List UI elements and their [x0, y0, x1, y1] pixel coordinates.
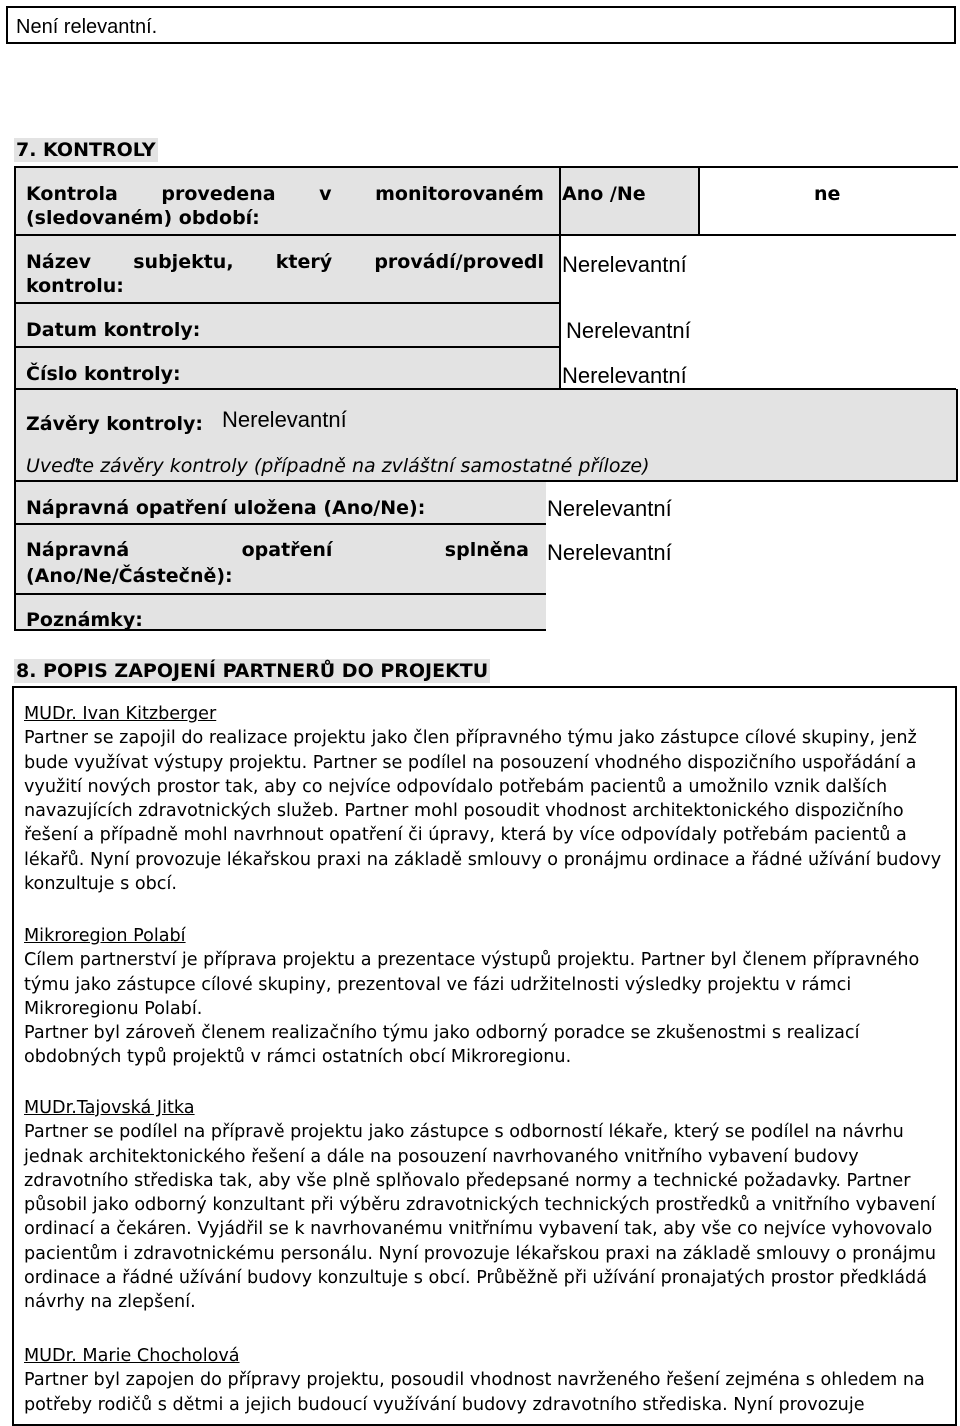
zavery-kontroly-value: Nerelevantní: [222, 407, 347, 432]
grid-line: [16, 234, 956, 236]
zavery-kontroly-label: Závěry kontroly:: [26, 413, 203, 435]
datum-kontroly-label: Datum kontroly:: [26, 319, 201, 341]
partner-name: MUDr. Ivan Kitzberger: [24, 704, 217, 724]
grid-line: [16, 302, 559, 304]
partner-name: MUDr.Tajovská Jitka: [24, 1098, 195, 1118]
kontrola-label-line2: (sledovaném) období:: [26, 207, 260, 229]
partner-entry: [24, 702, 944, 896]
cislo-kontroly-label: Číslo kontroly:: [26, 363, 181, 385]
napravna-splnena-value: Nerelevantní: [547, 540, 672, 565]
grid-line: [16, 388, 956, 390]
napravna-ulozena-label: Nápravná opatření uložena (Ano/Ne):: [26, 497, 426, 519]
top-note-box: [6, 6, 956, 44]
nazev-subjektu-label-line2: kontrolu:: [26, 275, 124, 297]
napravna-ulozena-value: Nerelevantní: [547, 496, 672, 521]
partner-description: Partner se podílel na přípravě projektu jako zástupce s odborností lékaře, který se podílel na návrhu jednak architektonického řešení a dále na posouzení navrhovaného vnitřního vybavení budovy zdravotního střediska tak, aby vše plně splňovalo předepsané normy a technické požadavky. Partner působil jako odborný konzultant při výběru zdravotnických technických prostředků a vnitřního vybavení ordinací a čekáren. Vyjádřil se k navrhovanému vnitřnímu vybavení tak, aby vše co nejvíce vyhovovalo pacientům i zdravotnickému personálu. Nyní provozuje lékařskou praxi na základě smlouvy o pronájmu ordinace a řádné užívání budovy konzultuje s obcí. Průběžně při užívání pronajatých prostor předkládá návrhy na zlepšení.: [24, 1122, 937, 1313]
napravna-splnena-label-line2: (Ano/Ne/Částečně):: [26, 565, 233, 587]
section-8-title: 8. POPIS ZAPOJENÍ PARTNERŮ DO PROJEKTU: [16, 660, 489, 682]
kontrola-label: Kontrola provedena v monitorovaném: [26, 183, 544, 205]
partner-entry: [24, 924, 944, 1070]
partner-name: MUDr. Marie Chocholová: [24, 1346, 240, 1366]
kontroly-table: [14, 166, 958, 631]
grid-line: [16, 480, 956, 482]
grid-line: [16, 523, 546, 525]
napravna-splnena-label: Nápravná opatření splněna: [26, 539, 529, 561]
partner-description: Cílem partnerství je příprava projektu a prezentace výstupů projektu. Partner byl členem přípravného týmu jako zástupce cílové skupiny, prezentoval ve fázi udržitelnosti výsledky projektu v rámci Mikroregionu Polabí.: [24, 950, 920, 1019]
section-7-title: 7. KONTROLY: [16, 139, 156, 161]
grid-line: [16, 346, 559, 348]
partners-box: [12, 686, 957, 1426]
poznamky-label: Poznámky:: [26, 609, 143, 631]
partner-description: Partner se zapojil do realizace projektu jako člen přípravného týmu jako zástupce cílové skupiny, jenž bude využívat výstupy projektu. Partner se podílel na posouzení vhodného dispozičního uspořádání a využití nových prostor tak, aby co nejvíce odpovídalo potřebám pacientů a umožnilo vznik dalších navazujících zdravotnických služeb. Partner mohl posoudit vhodnost architektonického dispozičního řešení a případně mohl navrhnout opatření či úpravy, která by více odpovídaly potřebám pacientů a lékařů. Nyní provozuje lékařskou praxi na základě smlouvy o pronájmu ordinace a řádné užívání budovy konzultuje s obcí.: [24, 728, 942, 895]
partner-description-2: Partner byl zároveň členem realizačního týmu jako odborný poradce se zkušenostmi s realizací obdobných typů projektů v rámci ostatních obcí Mikroregionu.: [24, 1023, 860, 1068]
partner-name: Mikroregion Polabí: [24, 926, 186, 946]
partner-entry: [24, 1344, 944, 1417]
top-note-text: Není relevantní.: [16, 16, 158, 38]
nazev-subjektu-value: Nerelevantní: [562, 252, 687, 277]
datum-kontroly-value: Nerelevantní: [566, 318, 691, 343]
partner-description: Partner byl zapojen do přípravy projektu, posoudil vhodnost navrženého řešení zejména s ohledem na potřeby rodičů s dětmi a jejich budoucí využívání budovy zdravotního střediska. Nyní provozuje: [24, 1370, 925, 1415]
ano-ne-label: Ano /Ne: [562, 183, 646, 205]
zavery-hint: Uveďte závěry kontroly (případně na zvláštní samostatné příloze): [26, 455, 650, 477]
grid-line: [16, 593, 546, 595]
ano-ne-value: ne: [814, 183, 841, 205]
cislo-kontroly-value: Nerelevantní: [562, 363, 687, 388]
grid-line: [559, 168, 561, 389]
grid-line: [698, 168, 700, 235]
nazev-subjektu-label: Název subjektu, který provádí/provedl: [26, 251, 545, 273]
partner-entry: [24, 1096, 944, 1315]
